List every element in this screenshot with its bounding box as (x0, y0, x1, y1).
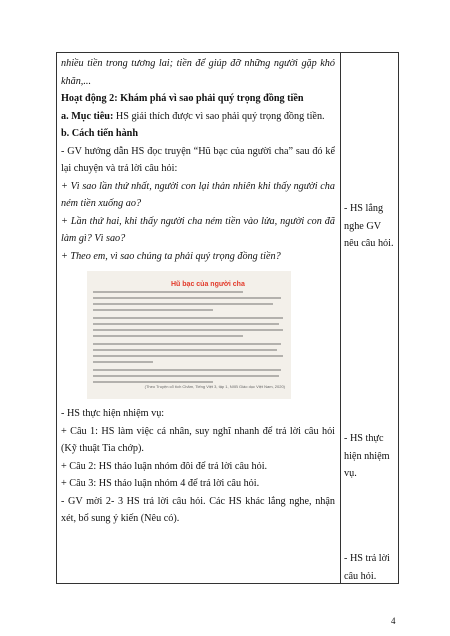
story-text-line (93, 323, 279, 325)
task-4: - GV mời 2- 3 HS trả lời câu hỏi. Các HS khác lắng nghe, nhận xét, bổ sung ý kiến (Nêu có). (61, 495, 335, 524)
activity-heading: Hoạt động 2: Khám phá vì sao phải quý trọng đồng tiền (61, 93, 304, 104)
student-response-3: - HS trả lời câu hỏi. (344, 553, 390, 582)
story-text-line (93, 355, 283, 357)
student-response-2: - HS thực hiện nhiệm vụ. (344, 433, 390, 479)
question-1: + Vì sao lần thứ nhất, người con lại thản nhiên khi thấy người cha ném tiền xuống ao? (61, 180, 335, 209)
story-text-line (93, 309, 213, 311)
objective-text: HS giải thích được vì sao phải quý trọng đồng tiền. (113, 110, 325, 122)
story-source: (Theo Truyện cổ tích Chăm, Tiếng Việt 3, tập 1, NXB Giáo dục Việt Nam, 2020) (144, 383, 285, 389)
procedure-heading: b. Cách tiến hành (61, 128, 138, 139)
teacher-activity-column (61, 55, 335, 528)
story-text-line (93, 361, 153, 363)
question-2: + Lần thứ hai, khi thấy người cha ném tiền vào lửa, người con đã làm gì? Vì sao? (61, 215, 335, 244)
question-3: + Theo em, vì sao chúng ta phải quý trọng đồng tiền? (61, 250, 281, 262)
task-text: - HS thực hiện nhiệm vụ: (61, 408, 165, 419)
story-text-line (93, 317, 283, 319)
page-number: 4 (391, 616, 396, 626)
story-title: Hũ bạc của người cha (171, 281, 245, 288)
intro-text: nhiều tiền trong tương lai; tiền để giúp đỡ những người gặp khó khăn,... (61, 58, 335, 87)
task-1: + Câu 1: HS làm việc cá nhân, suy nghĩ nhanh để trả lời câu hỏi (Kỹ thuật Tia chớp). (61, 425, 335, 454)
story-image (87, 271, 291, 399)
task-3: + Câu 3: HS thảo luận nhóm 4 để trả lời câu hỏi. (61, 478, 260, 489)
story-text-line (93, 291, 243, 293)
column-divider (340, 53, 341, 583)
story-text-line (93, 329, 283, 331)
objective-label: a. Mục tiêu: (61, 110, 114, 122)
instruction-text: - GV hướng dẫn HS đọc truyện “Hũ bạc của người cha” sau đó kể lại chuyện và trả lời câu hỏi: (61, 145, 335, 174)
lesson-table (56, 52, 399, 584)
story-text-line (93, 335, 243, 337)
objective-paragraph (61, 108, 335, 126)
story-text-line (93, 369, 281, 371)
story-text-line (93, 343, 281, 345)
task-2: + Câu 2: HS thảo luận nhóm đôi để trả lời câu hỏi. (61, 460, 268, 472)
student-response-1: - HS lắng nghe GV nêu câu hỏi. (344, 203, 394, 249)
story-text-line (93, 349, 277, 351)
story-text-line (93, 297, 281, 299)
story-text-line (93, 303, 273, 305)
